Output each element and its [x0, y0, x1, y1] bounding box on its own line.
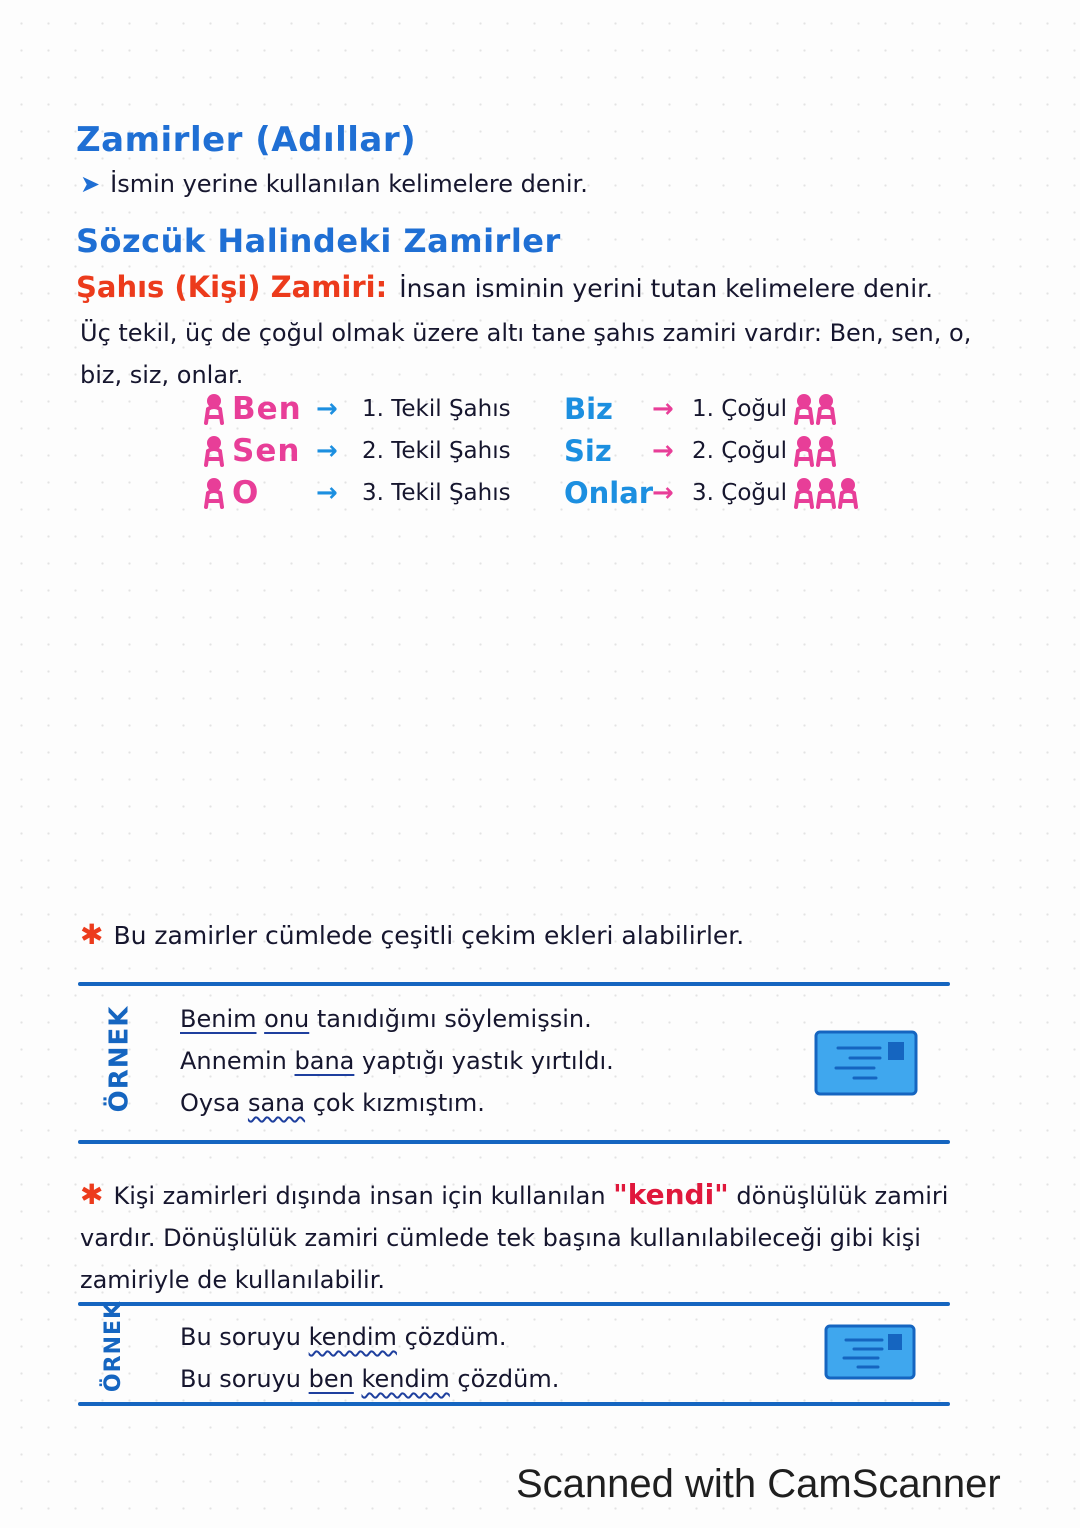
note-text: Kişi zamirleri dışında insan için kullanılan — [113, 1182, 614, 1210]
pronoun-row — [196, 388, 859, 430]
note-inflection — [80, 918, 744, 951]
divider — [78, 1140, 950, 1144]
personal-pronoun-label: Şahıs (Kişi) Zamiri: — [76, 270, 388, 304]
personal-pronoun-paragraph: Üç tekil, üç de çoğul olmak üzere altı tane şahıs zamiri vardır: Ben, sen, o, biz, siz, onlar. — [80, 319, 972, 389]
sentence-start: Oysa — [180, 1089, 248, 1117]
singular-pronoun: O — [232, 475, 260, 511]
person-icon — [196, 435, 232, 467]
asterisk-icon: ✱ — [80, 918, 104, 951]
sentence-rest: çok kızmıştım. — [305, 1089, 485, 1117]
singular-label: 2. Tekil Şahıs — [362, 438, 511, 464]
sentence-rest: çözdüm. — [449, 1365, 560, 1393]
plural-label: 3. Çoğul — [692, 480, 787, 506]
plural-label: 1. Çoğul — [692, 396, 787, 422]
id-card-icon — [814, 1030, 918, 1096]
definition-line — [80, 170, 588, 198]
example-sentences — [180, 998, 614, 1124]
arrow-icon: → — [316, 394, 338, 424]
sentence-rest: tanıdığımı söylemişsin. — [309, 1005, 592, 1033]
person-group-icon — [793, 477, 859, 509]
singular-pronoun: Sen — [232, 433, 301, 469]
sentence-rest: çözdüm. — [396, 1323, 507, 1351]
personal-pronoun-text: İnsan isminin yerini tutan kelimelere denir. — [399, 274, 934, 303]
singular-label: 1. Tekil Şahıs — [362, 396, 511, 422]
note-reflexive — [80, 1174, 960, 1301]
underlined-pronoun: Benim — [180, 1005, 257, 1033]
plural-label: 2. Çoğul — [692, 438, 787, 464]
divider — [78, 1402, 950, 1406]
sentence-rest: yaptığı yastık yırtıldı. — [354, 1047, 614, 1075]
section-subtitle: Sözcük Halindeki Zamirler — [76, 222, 561, 260]
id-card-icon — [824, 1324, 916, 1380]
plural-pronoun: Onlar — [564, 476, 654, 510]
example-sentence — [180, 1082, 614, 1124]
underlined-pronoun: onu — [264, 1005, 310, 1033]
page-title: Zamirler (Adıllar) — [76, 120, 417, 160]
person-group-icon — [793, 393, 837, 425]
note-text: dönüşlülük zamiri vardır. Dönüşlülük zamiri cümlede tek başına kullanılabileceği gibi kişi zamiriyle de kullanılabilir. — [80, 1182, 949, 1294]
person-icon — [196, 393, 232, 425]
arrow-icon: → — [316, 436, 338, 466]
space — [257, 1005, 265, 1033]
pronoun-row — [196, 472, 859, 514]
singular-label: 3. Tekil Şahıs — [362, 480, 511, 506]
divider — [78, 982, 950, 986]
underlined-pronoun: kendim — [361, 1365, 450, 1393]
underlined-pronoun: kendim — [308, 1323, 397, 1351]
example-sentence — [180, 1316, 559, 1358]
person-icon — [196, 477, 232, 509]
divider — [78, 1302, 950, 1306]
pronoun-row — [196, 430, 859, 472]
arrow-icon: → — [316, 478, 338, 508]
plural-pronoun: Biz — [564, 392, 613, 426]
example-label: ÖRNEK — [104, 1005, 135, 1113]
bullet-arrow-icon: ➤ — [80, 170, 101, 198]
plural-pronoun: Siz — [564, 434, 612, 468]
example-sentence — [180, 998, 614, 1040]
arrow-icon: → — [652, 394, 674, 424]
highlighted-word: "kendi" — [613, 1178, 729, 1211]
underlined-pronoun: ben — [308, 1365, 354, 1393]
definition-text: İsmin yerine kullanılan kelimelere denir. — [110, 170, 588, 198]
example-sentence — [180, 1358, 559, 1400]
underlined-pronoun: bana — [294, 1047, 355, 1075]
example-sentences — [180, 1316, 559, 1400]
asterisk-icon: ✱ — [80, 1178, 104, 1211]
pronoun-table — [196, 388, 859, 514]
sentence-start: Bu soruyu — [180, 1323, 309, 1351]
example-sentence — [180, 1040, 614, 1082]
personal-pronoun-definition — [76, 270, 933, 304]
underlined-pronoun: sana — [247, 1089, 306, 1117]
person-group-icon — [793, 435, 837, 467]
note-text: Bu zamirler cümlede çeşitli çekim ekleri alabilirler. — [113, 921, 745, 950]
sentence-start: Bu soruyu — [180, 1365, 309, 1393]
example-label: ÖRNEK — [101, 1300, 127, 1393]
arrow-icon: → — [652, 478, 674, 508]
scanner-watermark: Scanned with CamScanner — [516, 1462, 1001, 1506]
singular-pronoun: Ben — [232, 391, 302, 427]
sentence-start: Annemin — [180, 1047, 295, 1075]
arrow-icon: → — [652, 436, 674, 466]
